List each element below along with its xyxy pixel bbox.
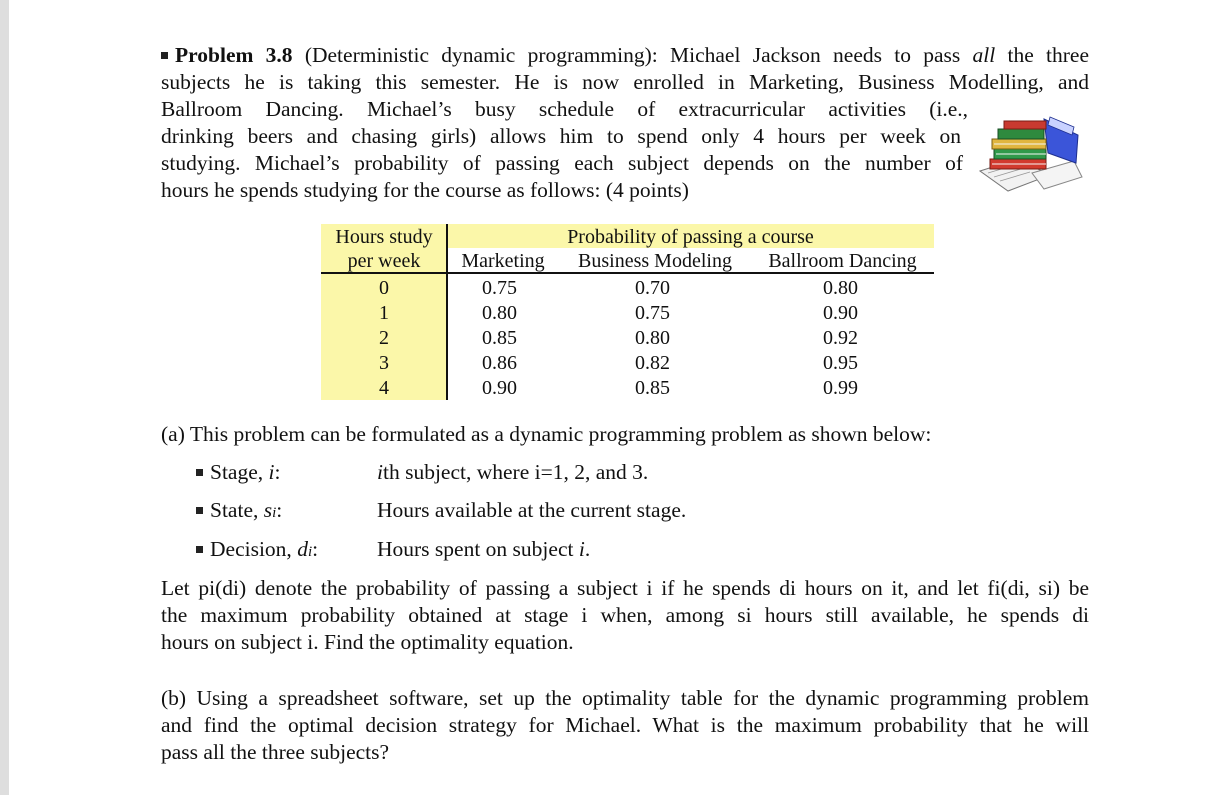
- header-rule: [321, 272, 934, 274]
- let-line-3: hours on subject i. Find the optimality equation.: [161, 630, 574, 654]
- let-line-1: Let pi(di) denote the probability of passing a subject i if he spends di hours on it, and let fi(di, si) be: [161, 576, 1089, 600]
- state-label: State, si:: [196, 497, 282, 528]
- cell-ballroom-dancing: 0.95: [823, 352, 858, 374]
- row-hours: 3: [379, 352, 389, 374]
- stage-label: Stage, i:: [196, 459, 281, 487]
- problem-label: Problem 3.8: [175, 43, 293, 67]
- decision-label: Decision, di:: [196, 536, 318, 567]
- cell-business-modeling: 0.75: [635, 302, 670, 324]
- state-description: Hours available at the current stage.: [377, 498, 687, 522]
- part-b-line-1: (b) Using a spreadsheet software, set up the optimality table for the dynamic programming problem: [161, 686, 1089, 710]
- column-header-marketing: Marketing: [461, 250, 545, 272]
- hours-header-line1: Hours study: [335, 226, 433, 248]
- bullet-icon: [161, 52, 168, 59]
- bullet-icon: [196, 507, 203, 514]
- cell-ballroom-dancing: 0.90: [823, 302, 858, 324]
- cell-marketing: 0.86: [482, 352, 517, 374]
- cell-marketing: 0.80: [482, 302, 517, 324]
- problem-line-2: subjects he is taking this semester. He is now enrolled in Marketing, Business Modelling, and: [161, 70, 1089, 94]
- cell-marketing: 0.75: [482, 277, 517, 299]
- cell-ballroom-dancing: 0.80: [823, 277, 858, 299]
- bullet-icon: [196, 469, 203, 476]
- row-hours: 4: [379, 377, 389, 399]
- problem-line-3: Ballroom Dancing. Michael’s busy schedule of extracurricular activities (i.e.,: [161, 97, 968, 121]
- decision-description: Hours spent on subject i.: [377, 537, 591, 561]
- problem-line-4: drinking beers and chasing girls) allows him to spend only 4 hours per week on: [161, 124, 961, 148]
- cell-business-modeling: 0.82: [635, 352, 670, 374]
- problem-line-6: hours he spends studying for the course as follows: (4 points): [161, 178, 689, 202]
- row-hours: 0: [379, 277, 389, 299]
- part-b-line-3: pass all the three subjects?: [161, 740, 390, 764]
- cell-marketing: 0.90: [482, 377, 517, 399]
- cell-business-modeling: 0.85: [635, 377, 670, 399]
- cell-business-modeling: 0.80: [635, 327, 670, 349]
- part-a-intro: (a) This problem can be formulated as a dynamic programming problem as shown below:: [161, 422, 932, 446]
- hours-header-line2: per week: [347, 250, 421, 272]
- part-b-line-2: and find the optimal decision strategy for Michael. What is the maximum probability that he will: [161, 713, 1089, 737]
- bullet-icon: [196, 546, 203, 553]
- problem-line-1: Problem 3.8 (Deterministic dynamic programming): Michael Jackson needs to pass all the three: [161, 42, 1089, 70]
- cell-business-modeling: 0.70: [635, 277, 670, 299]
- column-header-business-modeling: Business Modeling: [578, 250, 732, 272]
- books-and-papers-icon: [978, 113, 1086, 193]
- stage-description: ith subject, where i=1, 2, and 3.: [377, 460, 649, 484]
- probability-header: Probability of passing a course: [567, 226, 814, 248]
- left-edge-bar: [0, 0, 9, 795]
- problem-line-5: studying. Michael’s probability of passing each subject depends on the number of: [161, 151, 963, 175]
- cell-marketing: 0.85: [482, 327, 517, 349]
- column-header-ballroom-dancing: Ballroom Dancing: [768, 250, 917, 272]
- row-hours: 2: [379, 327, 389, 349]
- row-hours: 1: [379, 302, 389, 324]
- let-line-2: the maximum probability obtained at stage i when, among si hours still available, he spends di: [161, 603, 1089, 627]
- cell-ballroom-dancing: 0.92: [823, 327, 858, 349]
- cell-ballroom-dancing: 0.99: [823, 377, 858, 399]
